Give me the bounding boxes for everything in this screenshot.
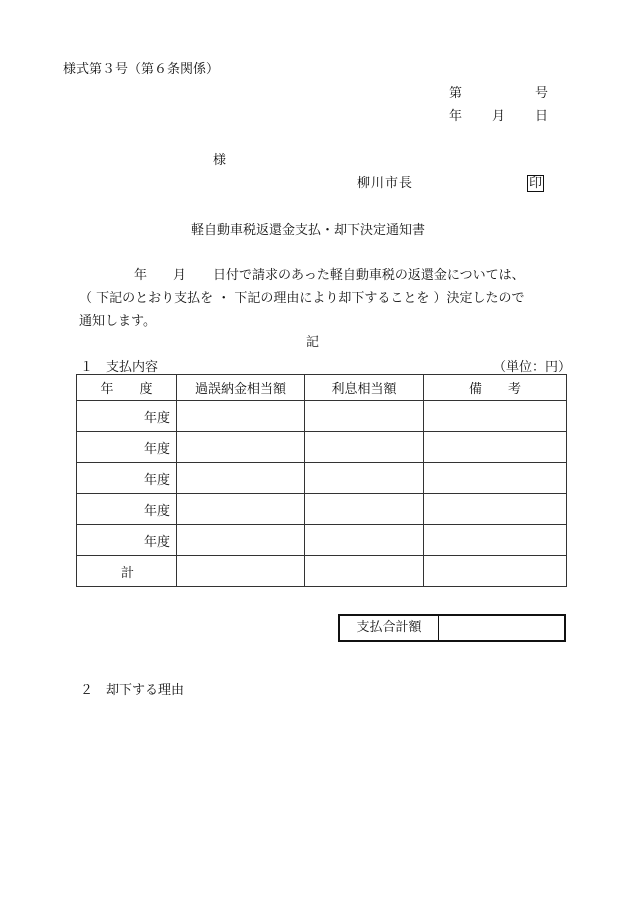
col-interest: 利息相当額 <box>305 375 424 401</box>
date-month: 月 <box>492 109 506 124</box>
body-line1: 日付で請求のあった軽自動車税の返還金については、 <box>213 268 525 283</box>
payment-total-label: 支払合計額 <box>340 616 439 640</box>
interest-cell[interactable] <box>305 494 424 525</box>
section2-heading: ２ 却下する理由 <box>80 683 185 698</box>
payment-total-value[interactable] <box>439 616 564 640</box>
section1-heading: １ 支払内容 <box>80 360 159 375</box>
seal-mark <box>527 172 544 191</box>
total-label: 計 <box>77 556 177 587</box>
year-cell: 年度 <box>77 463 177 494</box>
body-line2: （ 下記のとおり支払を ・ 下記の理由により却下することを ）決定したので <box>79 291 525 306</box>
document-title: 軽自動車税返還金支払・却下決定通知書 <box>191 223 426 238</box>
doc-number-prefix: 第 <box>449 86 463 101</box>
interest-cell[interactable] <box>305 525 424 556</box>
overpayment-cell[interactable] <box>177 525 305 556</box>
total-interest-cell[interactable] <box>305 556 424 587</box>
year-cell: 年度 <box>77 525 177 556</box>
table-row <box>77 525 567 556</box>
body-line3: 通知します。 <box>79 314 156 329</box>
col-overpayment: 過誤納金相当額 <box>177 375 305 401</box>
body-year: 年 <box>134 268 148 283</box>
issuer-name: 柳川市長 <box>357 176 414 191</box>
date-year: 年 <box>449 109 463 124</box>
interest-cell[interactable] <box>305 463 424 494</box>
col-remarks: 備 考 <box>424 375 567 401</box>
total-remarks-cell[interactable] <box>424 556 567 587</box>
table-row <box>77 463 567 494</box>
year-cell: 年度 <box>77 401 177 432</box>
date-day: 日 <box>535 109 549 124</box>
ki-heading: 記 <box>306 335 320 350</box>
overpayment-cell[interactable] <box>177 494 305 525</box>
remarks-cell[interactable] <box>424 525 567 556</box>
body-month: 月 <box>173 268 187 283</box>
addressee-suffix: 様 <box>213 153 227 168</box>
table-row <box>77 432 567 463</box>
total-overpayment-cell[interactable] <box>177 556 305 587</box>
payment-table <box>76 374 567 587</box>
interest-cell[interactable] <box>305 401 424 432</box>
remarks-cell[interactable] <box>424 494 567 525</box>
seal-stamp: 印 <box>529 176 543 191</box>
table-total-row <box>77 556 567 587</box>
overpayment-cell[interactable] <box>177 463 305 494</box>
payment-total-box <box>338 614 566 642</box>
form-number: 様式第３号（第６条関係） <box>63 62 220 77</box>
interest-cell[interactable] <box>305 432 424 463</box>
overpayment-cell[interactable] <box>177 432 305 463</box>
col-year: 年 度 <box>77 375 177 401</box>
table-row <box>77 401 567 432</box>
remarks-cell[interactable] <box>424 463 567 494</box>
overpayment-cell[interactable] <box>177 401 305 432</box>
unit-label: （単位：円） <box>493 360 572 375</box>
remarks-cell[interactable] <box>424 401 567 432</box>
remarks-cell[interactable] <box>424 432 567 463</box>
doc-number-suffix: 号 <box>535 86 549 101</box>
table-row <box>77 494 567 525</box>
year-cell: 年度 <box>77 494 177 525</box>
year-cell: 年度 <box>77 432 177 463</box>
table-header-row <box>77 375 567 401</box>
